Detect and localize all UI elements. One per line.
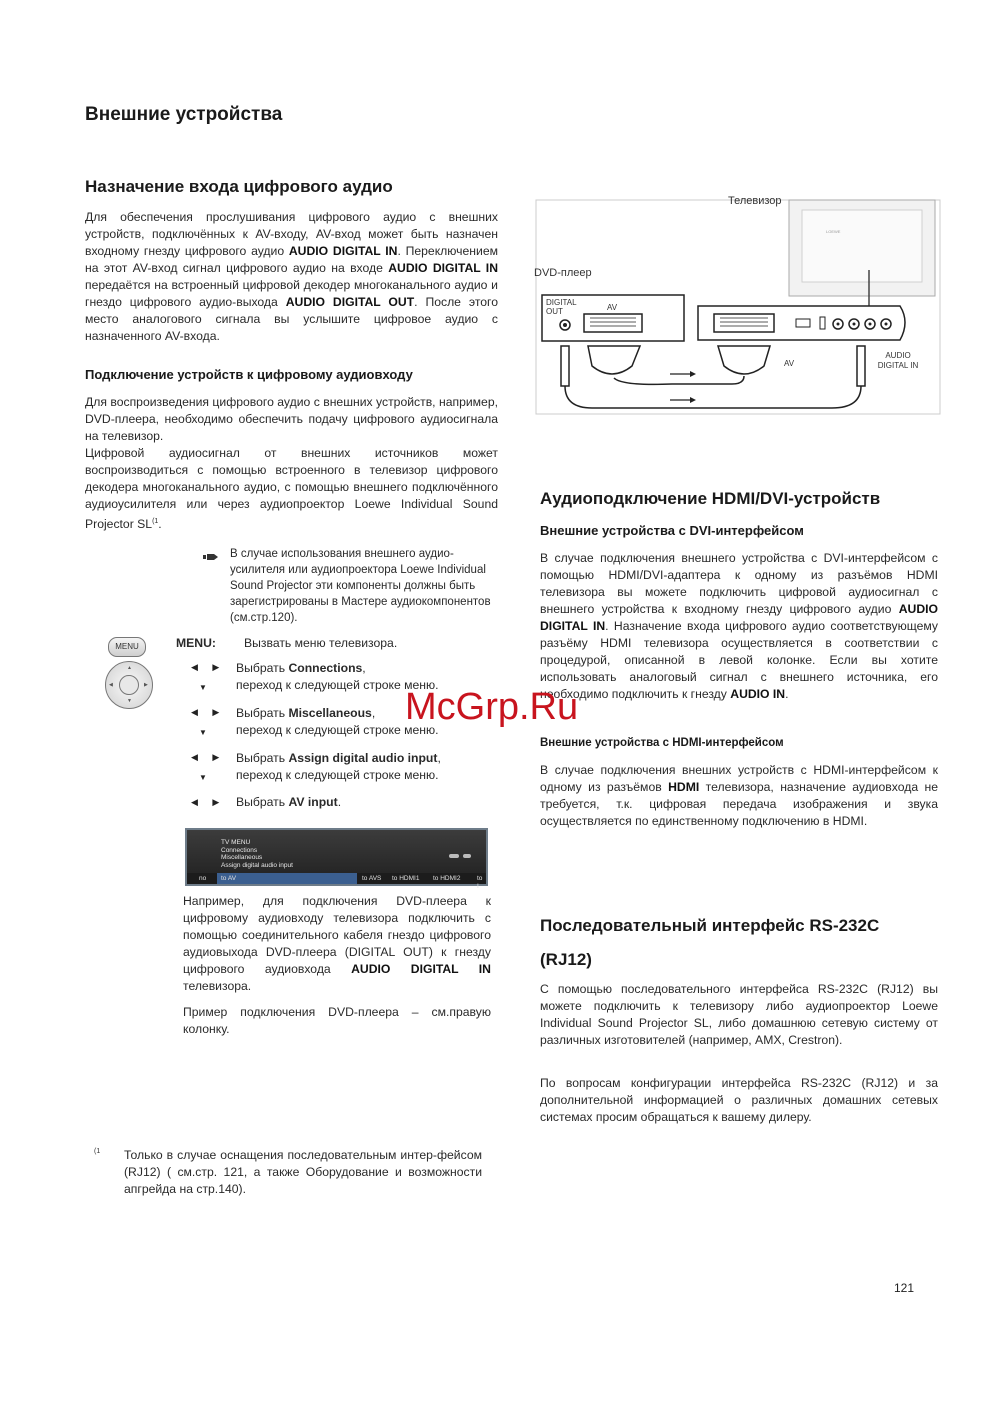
diagram-label-av-tv: AV [784,359,795,368]
paragraph-dvi: В случае подключения внешнего устройства с DVI-интерфейсом с помощью HDMI/DVI-адаптера к одному из разъёмов HDMI телевизора вы можете подключить цифровой аудиосигнал с внешнего устройства к входному гнезду цифрового аудио AUDIO DIGITAL IN. Назначение входа цифрового аудио соответствующему разъёму HDMI телевизора осуществляется в соответствии с процедурой, описанной в левой колонке. Если вы хотите использовать аналоговый сигнал с внешнего источника, его необходимо подключить к гнезду AUDIO IN. [540,551,938,701]
paragraph-decoder: Цифровой аудиосигнал от внешних источников может воспроизводиться с помощью встроенного в телевизор цифрового декодера многоканального аудио, с помощью внешнего подключённого аудиоусилителя или через аудиопроектор Loewe Individual Sound Projector SL$^{(1}$. [85,446,498,532]
tv-menu-line: Miscellaneous [221,854,263,861]
paragraph-connect: Для воспроизведения цифрового аудио с внешних устройств, например, DVD-плеера, необходимо обеспечить подачу цифрового аудиосигнала на телевизор. [85,395,498,443]
tv-menu-line: Connections [221,846,258,854]
note-audio-components: В случае использования внешнего аудио-усилителя или аудиопроектора Loewe Individual Sound Projector эти компоненты должны быть зарегистрированы в Мастере аудиокомпонентов (см.стр.120). [230,548,491,624]
footnote-mark: (1 [94,1148,101,1155]
connection-diagram [532,194,942,418]
page-title: Внешние устройства [85,104,283,125]
step-connections-next: переход к следующей строке меню. [236,678,439,692]
pointing-hand-icon [203,549,219,559]
tv-menu-option: to I [477,875,483,890]
diagram-label-audio-digital-in: AUDIO DIGITAL IN [877,351,919,370]
tv-menu-option: to HDMI1 [392,875,420,882]
paragraph-rs232-dealer: По вопросам конфигурации интерфейса RS-232C (RJ12) и за дополнительной информацией о различных домашних сетевых системах просим обращаться к вашему дилеру. [540,1076,938,1124]
tv-menu-screenshot [185,828,488,890]
down-arrow-icon: ▼ [199,728,207,737]
tv-menu-items [221,839,293,869]
paragraph-example: Например, для подключения DVD-плеера к цифровому аудиовходу телевизора подключить с помощью соединительного кабеля гнездо цифрового аудиовыхода DVD-плеера (DIGITAL OUT) к гнезду цифрового аудиовхода AUDIO DIGITAL IN телевизора. [183,894,491,993]
diagram-label-dvd: DVD-плеер [534,267,592,279]
diagram-screen-logo: LOEWE [826,229,841,234]
left-right-arrows-icon: ◀ ▶ [191,797,226,807]
tv-menu-indicator-icon [449,854,459,858]
step-assign-digital-audio: Выбрать Assign digital audio input, [236,751,441,765]
section-title-hdmi-dvi: Аудиоподключение HDMI/DVI-устройств [540,489,881,508]
tv-menu-option-selected: to AV [221,875,237,882]
paragraph-hdmi: В случае подключения внешних устройств с HDMI-интерфейсом к одному из разъёмов HDMI телевизора, назначение аудиовхода не требуется, т.к. цифровая передача изображения и звука осуществляется по единственному подключению в HDMI. [540,763,939,828]
down-arrow-icon: ▼ [199,773,207,782]
left-right-arrows-icon: ◀ ▶ [191,707,226,717]
tv-menu-option: to HDMI2 [433,875,461,882]
tv-menu-option: no [199,875,207,882]
tv-menu-line: TV MENU [221,839,251,846]
section-title-digital-audio: Назначение входа цифрового аудио [85,177,393,196]
paragraph-intro: Для обеспечения прослушивания цифрового аудио с внешних устройств, подключённых к AV-входу, AV-вход может быть назначен входному гнезду цифрового аудио AUDIO DIGITAL IN. Переключением на этот AV-вход сигнал цифрового аудио на входе AUDIO DIGITAL IN передаётся на встроенный цифровой декодер многоканального аудио и гнездо цифрового аудио-выхода AUDIO DIGITAL OUT. После этого место аналогового сигнала вы услышите цифровое аудио с назначенного AV-входа. [85,210,498,343]
tv-menu-selected-option [217,873,357,884]
section-title-rs232-cont: (RJ12) [540,950,592,969]
left-right-arrows-icon: ◀ ▶ [191,662,226,672]
down-arrow-icon: ▼ [199,683,207,692]
footnote-text: Только в случае оснащения последовательным интер-фейсом (RJ12) ( см.стр. 121, а также Оборудование и возможности апгрейда на стр.140). [124,1148,482,1196]
tv-menu-option-bar [187,873,486,890]
step-assign-next: переход к следующей строке меню. [236,768,439,782]
diagram-label-digital-out: DIGITAL OUT [546,298,577,316]
page-number: 121 [894,1281,915,1295]
step-miscellaneous: Выбрать Miscellaneous, [236,706,376,720]
subsection-title-connect: Подключение устройств к цифровому аудиовходу [85,367,413,382]
step-connections: Выбрать Connections, [236,661,366,675]
tv-menu-indicator-icon [463,854,471,858]
diagram-label-av-dvd: AV [607,303,618,312]
section-title-rs232: Последовательный интерфейс RS-232C [540,916,880,935]
step-av-input: Выбрать AV input. [236,795,342,809]
navigation-ring-icon: ▲ ▼ ◀ ▶ [105,661,153,709]
paragraph-rs232: С помощью последовательного интерфейса RS-232C (RJ12) вы можете подключить к телевизору либо аудиопроектор Loewe Individual Sound Projector SL, либо домашнюю сетевую систему от различных изготовителей (например, AMX, Crestron). [540,982,938,1047]
paragraph-example-ref: Пример подключения DVD-плеера – см.правую колонку. [183,1005,491,1036]
menu-button-icon: MENU [108,637,146,657]
subsection-title-hdmi: Внешние устройства с HDMI-интерфейсом [540,737,784,749]
subsection-title-dvi: Внешние устройства с DVI-интерфейсом [540,523,804,538]
menu-action-text: Вызвать меню телевизора. [244,636,398,650]
step-miscellaneous-next: переход к следующей строке меню. [236,723,439,737]
menu-key-label: MENU: [176,636,216,650]
diagram-label-tv: Телевизор [728,195,782,207]
watermark: McGrp.Ru [405,686,579,728]
tv-menu-option: to AVS [362,875,382,882]
left-right-arrows-icon: ◀ ▶ [191,752,226,762]
tv-menu-line: Assign digital audio input [221,861,293,869]
